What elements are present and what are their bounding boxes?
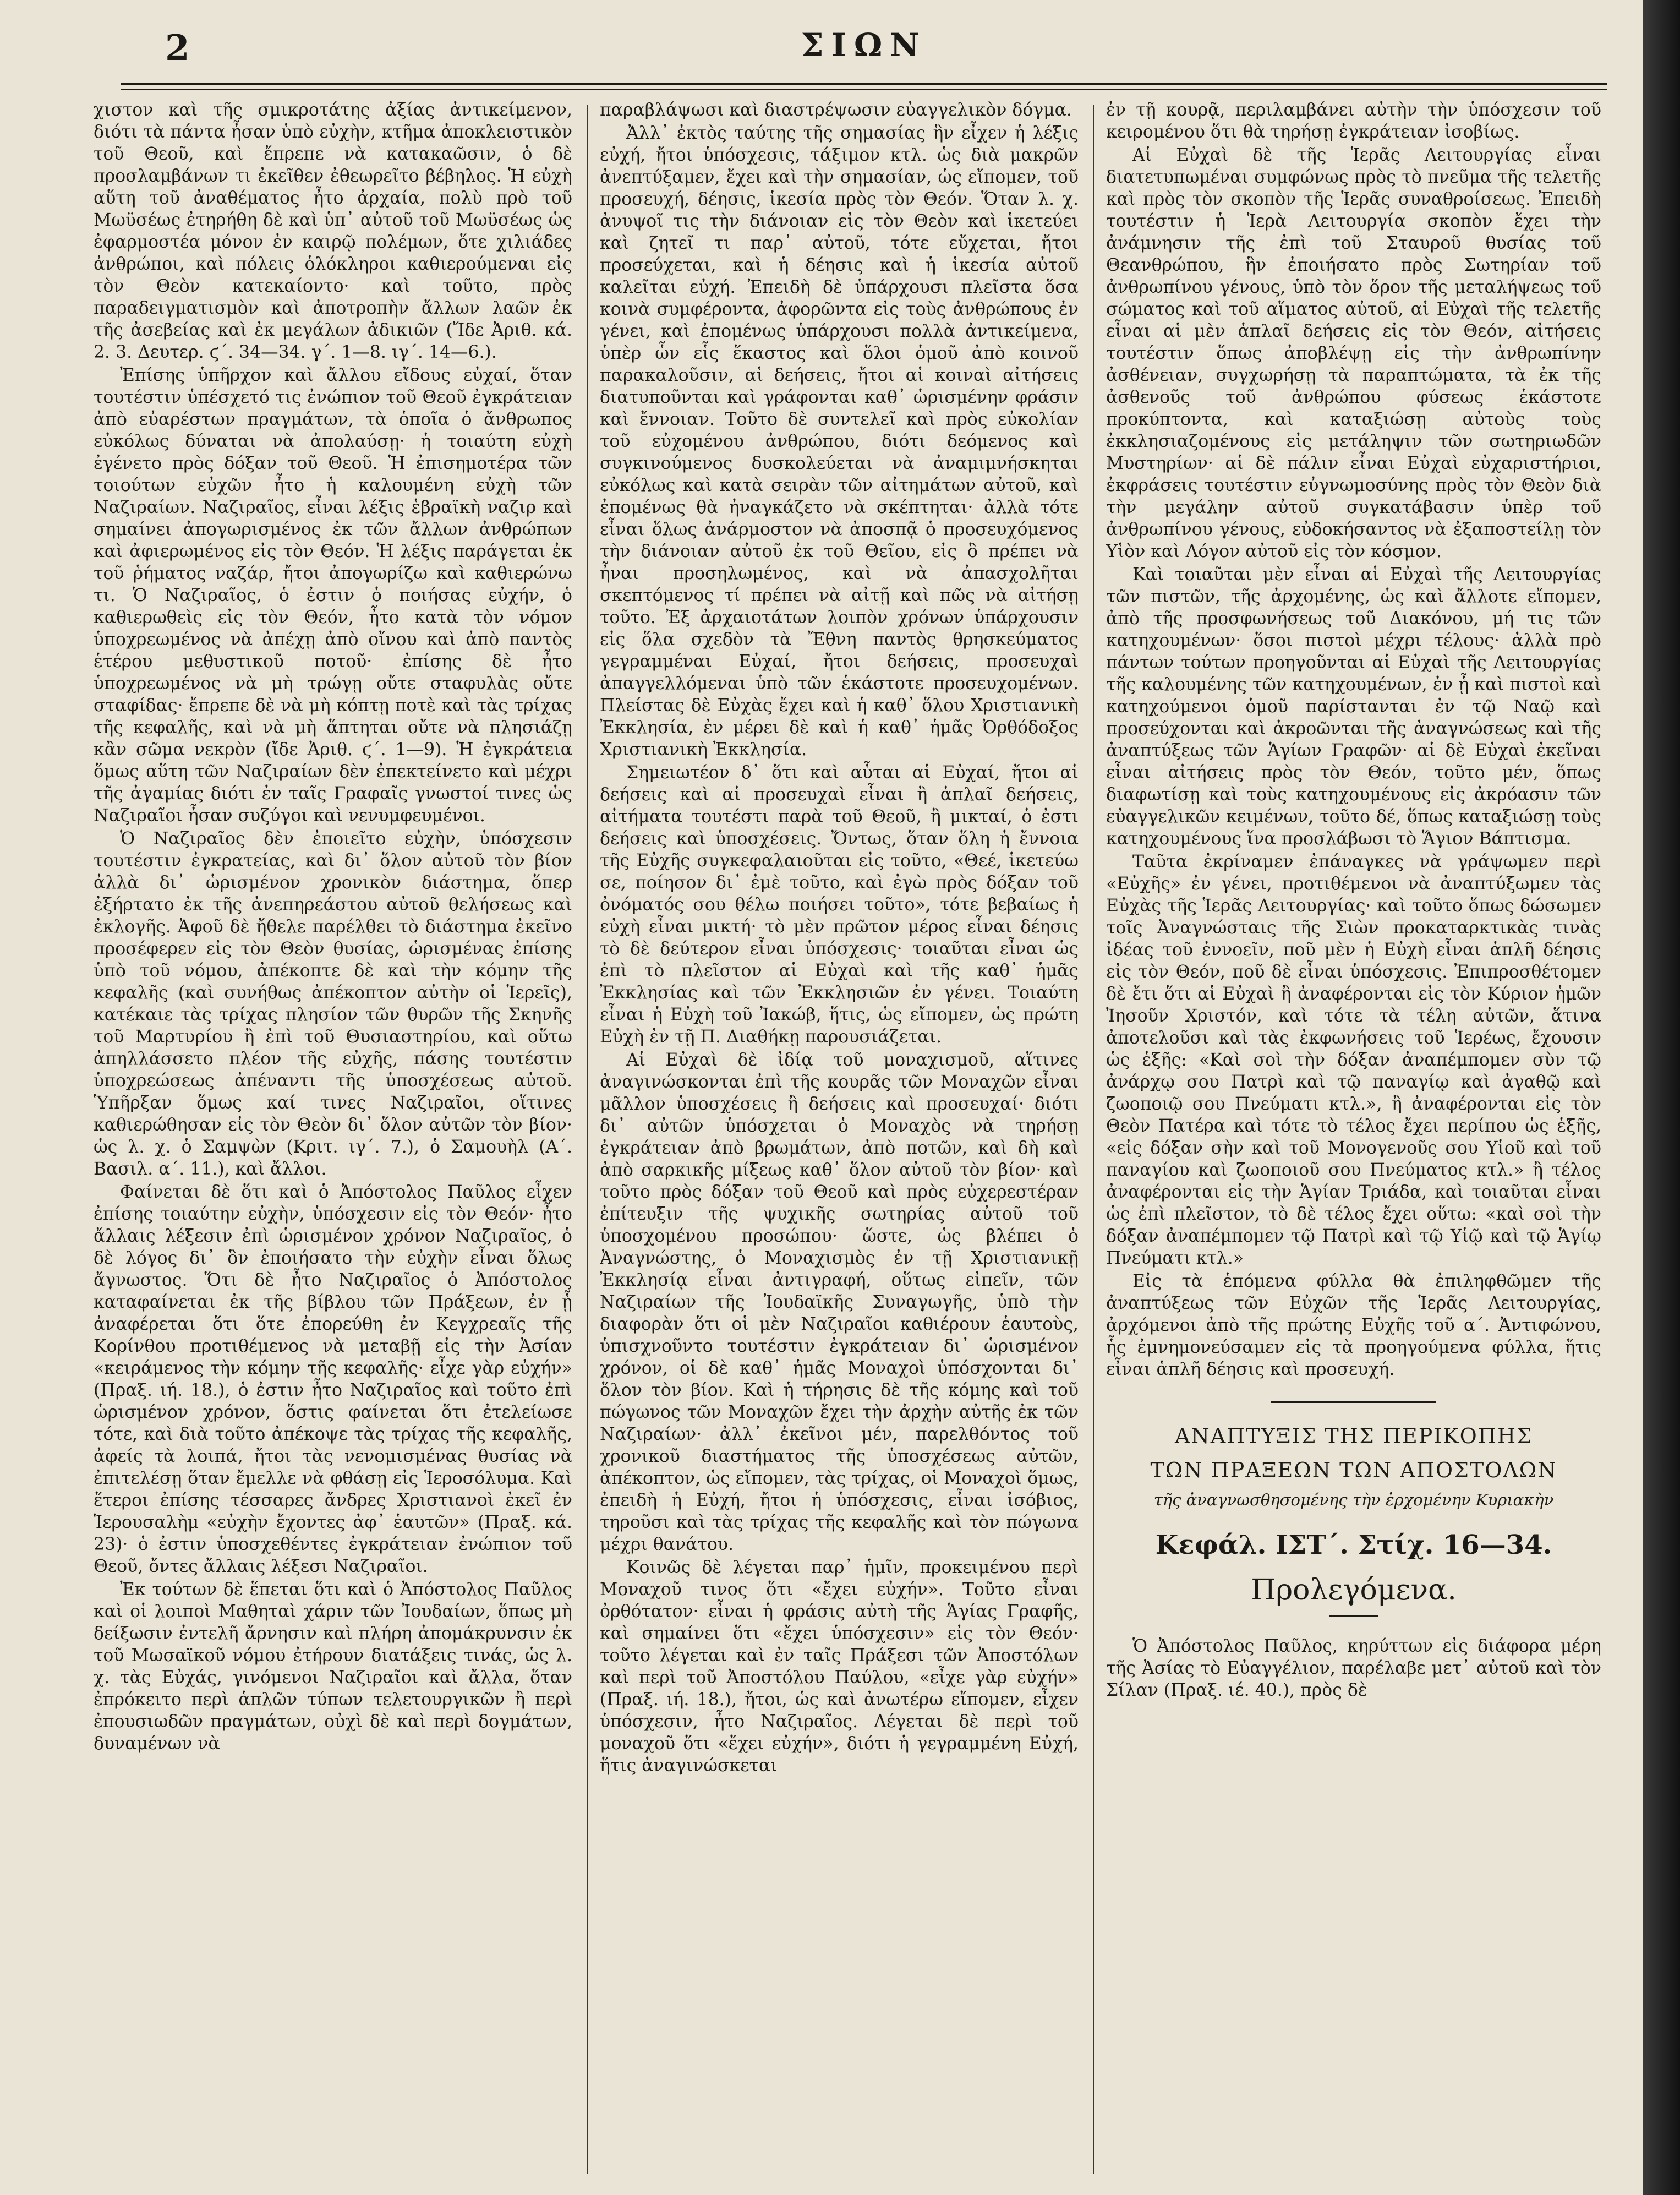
- paragraph: παραβλάψωσι καὶ διαστρέψωσιν εὐαγγελικὸν δόγμα.: [600, 100, 1072, 120]
- section-title-line1: ΑΝΑΠΤΥΞΙΣ ΤΗΣ ΠΕΡΙΚΟΠΗΣ: [1175, 1424, 1533, 1448]
- paragraph: Ἀλλ᾿ ἐκτὸς ταύτης τῆς σημασίας ἣν εἶχεν ἡ λέξις εὐχή, ἤτοι ὑπόσχεσις, τάξιμον κτλ. ὡς διὰ μακρῶν ἀνεπτύξαμεν, ἔχει καὶ τὴν σημασίαν, ὡς εἴπομεν, τοῦ προσευχή, δέησις, ἱκεσία πρὸς τὸν Θεόν. Ὅταν λ. χ. ἀνυψοῖ τις τὴν διάνοιαν εἰς τὸν Θεὸν καὶ ἱκετεύει καὶ ζητεῖ τι παρ᾿ αὐτοῦ, τότε εὔχεται, ἤτοι προσεύχεται, καὶ ἡ δέησις καὶ ἡ ἱκεσία αὐτοῦ καλεῖται εὐχή. Ἐπειδὴ δὲ ὑπάρχουσι πλεῖστα ὅσα κοινὰ συμφέροντα, ἀφορῶντα εἰς τοὺς ἀνθρώπους ἐν γένει, καὶ ἐπομένως ὑπάρχουσι πολλὰ ἀντικείμενα, ὑπὲρ ὧν εἷς ἕκαστος καὶ ὅλοι ὁμοῦ ἀπὸ κοινοῦ παρακαλοῦσιν, αἱ δεήσεις, ἤτοι αἱ κοιναὶ αἰτήσεις διατυποῦνται καὶ γράφονται καθ᾿ ὡρισμένην φράσιν καὶ ἔννοιαν. Τοῦτο δὲ συντελεῖ καὶ πρὸς εὐκολίαν τοῦ εὐχομένου ἀνθρώπου, διότι δεόμενος καὶ συγκινούμενος δυσκολεύεται νὰ ἀναμιμνήσκηται εὐκόλως καὶ κατὰ σειρὰν τῶν αἰτημάτων αὐτοῦ, καὶ ἐπομένως θὰ ἠναγκάζετο νὰ σκέπτηται· ἀλλὰ τότε εἶναι ὅλως ἀνάρμοστον νὰ ἀποσπᾷ ὁ προσευχόμενος τὴν διάνοιαν αὐτοῦ ἐκ τοῦ Θεῖου, εἰς ὃ πρέπει νὰ ἦναι προσηλωμένος, καὶ νὰ ἀπασχολῆται σκεπτόμενος τί πρέπει νὰ αἰτῇ καὶ πῶς νὰ αἰτήσῃ τοῦτο. Ἐξ ἀρχαιοτάτων λοιπὸν χρόνων ὑπάρχουσιν εἰς ὅλα σχεδὸν τὰ Ἔθνη παντὸς θρησκεύματος γεγραμμέναι Εὐχαί, ἤτοι δεήσεις, προσευχαὶ ἀπαγγελλόμεναι ὑπὸ τῶν ἑκάστοτε προσευχομένων. Πλείστας δὲ Εὐχὰς ἔχει καὶ ἡ καθ᾿ ὅλου Χριστιανικὴ Ἐκκλησία, ἐν μέρει δὲ καὶ ἡ καθ᾿ ἡμᾶς Ὀρθόδοξος Χριστιανικὴ Ἐκκλησία.: [600, 123, 1079, 760]
- prolegomena-heading: Προλεγόμενα.: [1251, 1574, 1457, 1607]
- header-rule-thin: [121, 89, 1607, 90]
- column-1: [94, 99, 572, 2180]
- column-2: [600, 99, 1079, 2180]
- column-3: [1106, 99, 1601, 2180]
- paragraph: Ἐπίσης ὑπῆρχον καὶ ἄλλου εἴδους εὐχαί, ὅταν τουτέστιν ὑπέσχετό τις ἐνώπιον τοῦ Θεοῦ ἐγκράτειαν ἀπὸ εὐαρέστων πραγμάτων, τὰ ὁποῖα ὁ ἄνθρωπος εὐκόλως δύναται νὰ ἀπολαύσῃ· ἡ τοιαύτη εὐχὴ ἐγένετο πρὸς δόξαν τοῦ Θεοῦ. Ἡ ἐπισημοτέρα τῶν τοιούτων εὐχῶν ἦτο ἡ καλουμένη εὐχὴ τῶν Ναζιραίων. Ναζιραῖος, εἶναι λέξις ἑβραϊκὴ ναζιρ καὶ σημαίνει ἀπογωρισμένος ἐκ τῶν ἄλλων ἀνθρώπων καὶ ἀφιερωμένος εἰς τὸν Θεόν. Ἡ λέξις παράγεται ἐκ τοῦ ῥήματος ναζάρ, ἤτοι ἀπογωρίζω καὶ καθιερώνω τι. Ὁ Ναζιραῖος, ὁ ἐστιν ὁ ποιήσας εὐχήν, ὁ καθιερωθεὶς εἰς τὸν Θεόν, ἦτο κατὰ τὸν νόμον ὑποχρεωμένος νὰ ἀπέχῃ ἀπὸ οἴνου καὶ ἀπὸ παντὸς ἑτέρου μεθυστικοῦ ποτοῦ· ἐπίσης δὲ ἦτο ὑποχρεωμένος νὰ μὴ τρώγῃ οὔτε σταφυλὰς οὔτε σταφίδας· ἔπρεπε δὲ νὰ μὴ κόπτῃ ποτὲ καὶ τὰς τρίχας τῆς κεφαλῆς, καὶ νὰ μὴ ἅπτηται οὔτε νὰ πλησιάζῃ κἂν σῶμα νεκρὸν (ἴδε Ἀριθ. ϛ΄. 1—9). Ἡ ἐγκράτεια ὅμως αὕτη τῶν Ναζιραίων δὲν ἐπεκτείνετο καὶ μέχρι τῆς ἀγαμίας διότι ἐν ταῖς Γραφαῖς γνωστοί τινες ὡς Ναζιραῖοι ἦσαν συζύγοι καὶ νενυμφευμένοι.: [94, 365, 572, 826]
- paragraph: Αἱ Εὐχαὶ δὲ τῆς Ἱερᾶς Λειτουργίας εἶναι διατετυπωμέναι συμφώνως πρὸς τὸ πνεῦμα τῆς τελετῆς καὶ πρὸς τὸν σκοπὸν τῆς Ἱερᾶς συναθροίσεως. Ἐπειδὴ τουτέστιν ἡ Ἱερὰ Λειτουργία σκοπὸν ἔχει τὴν ἀνάμνησιν τῆς ἐπὶ τοῦ Σταυροῦ θυσίας τοῦ Θεανθρώπου, ἣν ἐποιήσατο πρὸς Σωτηρίαν τοῦ ἀνθρωπίνου γένους, ὑπὸ τὸν ὅρον τῆς μεταλήψεως τοῦ σώματος καὶ τοῦ αἵματος αὐτοῦ, αἱ Εὐχαὶ τῆς τελετῆς εἶναι αἱ μὲν ἁπλαῖ δεήσεις εἰς τὸν Θεόν, αἰτήσεις τουτέστιν ὅπως ἀποβλέψῃ εἰς τὴν ἀνθρωπίνην ἀσθένειαν, συγχωρήσῃ τὰ παραπτώματα, τὰ ἐκ τῆς ἀσθενοῦς τοῦ ἀνθρώπου φύσεως ἑκάστοτε προκύπτοντα, καὶ καταξιώσῃ αὐτοὺς τοὺς ἐκκλησιαζομένους εἰς μετάληψιν τῶν σωτηριωδῶν Μυστηρίων· αἱ δὲ πάλιν εἶναι Εὐχαὶ εὐχαριστήριοι, ἐκφράσεις τουτέστιν εὐγνωμοσύνης πρὸς τὸν Θεὸν διὰ τὴν μεγάλην αὐτοῦ συγκατάβασιν ὑπὲρ τοῦ ἀνθρωπίνου γένους, εὐδοκήσαντος νὰ ἐξαποστείλῃ τὸν Υἱὸν καὶ Λόγον αὐτοῦ εἰς τὸν κόσμον.: [1106, 145, 1601, 561]
- paragraph: ἐν τῇ κουρᾷ, περιλαμβάνει αὐτὴν τὴν ὑπόσχεσιν τοῦ κειρομένου ὅτι θὰ τηρήσῃ ἐγκράτειαν ἰσοβίως.: [1106, 100, 1601, 142]
- paragraph: Αἱ Εὐχαὶ δὲ ἰδίᾳ τοῦ μοναχισμοῦ, αἵτινες ἀναγινώσκονται ἐπὶ τῆς κουρᾶς τῶν Μοναχῶν εἶναι μᾶλλον ὑποσχέσεις ἢ δεήσεις καὶ προσευχαί· διότι δι᾿ αὐτῶν ὑπόσχεται ὁ Μοναχὸς νὰ τηρήσῃ ἐγκράτειαν ἀπὸ βρωμάτων, ἀπὸ ποτῶν, καὶ δὴ καὶ ἀπὸ σαρκικῆς μίξεως καθ᾿ ὅλον αὐτοῦ τὸν βίον· καὶ τοῦτο πρὸς δόξαν τοῦ Θεοῦ καὶ πρὸς εὐχερεστέραν ἐπίτευξιν τῆς ψυχικῆς σωτηρίας αὐτοῦ τοῦ ὑποσχομένου προσώπου· ὥστε, ὡς βλέπει ὁ Ἀναγνώστης, ὁ Μοναχισμὸς ἐν τῇ Χριστιανικῇ Ἐκκλησίᾳ εἶναι ἀντιγραφή, οὕτως εἰπεῖν, τῶν Ναζιραίων τῆς Ἰουδαϊκῆς Συναγωγῆς, ὑπὸ τὴν διαφορὰν ὅτι οἱ μὲν Ναζιραῖοι καθιέρουν ἑαυτοὺς, ὑπισχνοῦντο τουτέστιν ἐγκράτειαν δι᾿ ὡρισμένον χρόνον, οἱ δὲ καθ᾿ ἡμᾶς Μοναχοὶ ὑπόσχονται δι᾿ ὅλον τὸν βίον. Καὶ ἡ τήρησις δὲ τῆς κόμης καὶ τοῦ πώγωνος τῶν Μοναχῶν ἔχει τὴν ἀρχὴν αὐτῆς ἐκ τῶν Ναζιραίων· ἀλλ᾿ ἐκεῖνοι μέν, παρελθόντος τοῦ χρονικοῦ διαστήματος τῆς ὑποσχέσεως αὐτῶν, ἀπέκοπτον, ὡς εἴπομεν, τὰς τρίχας, οἱ Μοναχοὶ ὅμως, ἐπειδὴ ἡ Εὐχή, ἤτοι ἡ ὑπόσχεσις, εἶναι ἰσόβιος, τηροῦσι καὶ τὰς τρίχας τῆς κεφαλῆς καὶ τὸν πώγωνα μέχρι θανάτου.: [600, 1050, 1079, 1554]
- column-divider: [1093, 105, 1094, 2174]
- paragraph: Εἰς τὰ ἑπόμενα φύλλα θὰ ἐπιληφθῶμεν τῆς ἀναπτύξεως τῶν Εὐχῶν τῆς Ἱερᾶς Λειτουργίας, ἀρχόμενοι ἀπὸ τῆς πρώτης Εὐχῆς τοῦ α΄. Ἀντιφώνου, ἧς ἐμνημονεύσαμεν εἰς τὰ προηγούμενα φύλλα, ἥτις εἶναι ἁπλῆ δέησις καὶ προσευχή.: [1106, 1271, 1601, 1379]
- article-columns: [94, 99, 1623, 2180]
- paragraph: Ταῦτα ἐκρίναμεν ἐπάναγκες νὰ γράψωμεν περὶ «Εὐχῆς» ἐν γένει, προτιθέμενοι νὰ ἀναπτύξωμεν τὰς Εὐχὰς τῆς Ἱερᾶς Λειτουργίας· καὶ τοῦτο ὅπως δώσωμεν τοῖς Ἀναγνώσταις τῆς Σιὼν προκαταρκτικὰς τινὰς ἰδέας τοῦ ἐννοεῖν, ποῦ μὲν ἡ Εὐχὴ εἶναι ἁπλῆ δέησις εἰς τὸν Θεόν, ποῦ δὲ εἶναι ὑπόσχεσις. Ἐπιπροσθέτομεν δὲ ἔτι ὅτι αἱ Εὐχαὶ ἢ ἀναφέρονται εἰς τὸν Κύριον ἡμῶν Ἰησοῦν Χριστόν, καὶ τότε τὰ τέλη αὐτῶν, ἅτινα ἀποτελοῦσι καὶ τὰς ἐκφωνήσεις τοῦ Ἱερέως, ἔχουσιν ὡς ἑξῆς: «Καὶ σοὶ τὴν δόξαν ἀναπέμπομεν σὺν τῷ ἀνάρχῳ σου Πατρὶ καὶ τῷ παναγίῳ καὶ ἀγαθῷ καὶ ζωοποιῷ σου Πνεύματι κτλ.», ἢ ἀναφέρονται εἰς τὸν Θεὸν Πατέρα καὶ τότε τὸ τέλος ἔχει περίπου ὡς ἑξῆς, «εἰς δόξαν σὴν καὶ τοῦ Μονογενοῦς σου Υἱοῦ καὶ τοῦ παναγίου καὶ ζωοποιοῦ σου Πνεύματος κτλ.» ἢ τέλος ἀναφέρονται εἰς τὴν Ἁγίαν Τριάδα, καὶ τοιαῦται εἶναι ὡς ἐπὶ πλεῖστον, τὸ δὲ τέλος ἔχει οὕτω: «καὶ σοὶ τὴν δόξαν ἀναπέμπομεν τῷ Πατρὶ καὶ τῷ Υἱῷ καὶ τῷ Ἁγίῳ Πνεύματι κτλ.»: [1106, 852, 1601, 1268]
- column-divider: [587, 105, 588, 2174]
- paragraph: Σημειωτέον δ᾿ ὅτι καὶ αὗται αἱ Εὐχαί, ἤτοι αἱ δεήσεις καὶ αἱ προσευχαὶ εἶναι ἢ ἁπλαῖ δεήσεις, αἰτήματα τουτέστι παρὰ τοῦ Θεοῦ, ἢ μικταί, ὁ ἐστι δεήσεις καὶ ὑποσχέσεις. Ὄντως, ὅταν ὅλη ἡ ἔννοια τῆς Εὐχῆς συγκεφαλαιοῦται εἰς τοῦτο, «Θεέ, ἱκετεύω σε, ποίησον δι᾿ ἐμὲ τοῦτο, καὶ ἐγὼ πρὸς δόξαν τοῦ ὀνόματός σου θέλω ποιήσει τοῦτο», τότε βεβαίως ἡ εὐχὴ εἶναι μικτή· τὸ μὲν πρῶτον μέρος εἶναι δέησις τὸ δὲ δεύτερον εἶναι ὑπόσχεσις· τοιαῦται εἶναι ὡς ἐπὶ τὸ πλεῖστον αἱ Εὐχαὶ καὶ τῆς καθ᾿ ἡμᾶς Ἐκκλησίας καὶ τῶν Ἐκκλησιῶν ἐν γένει. Τοιαύτη εἶναι ἡ Εὐχὴ τοῦ Ἰακώβ, ἥτις, ὡς εἴπομεν, ὡς πρώτη Εὐχὴ ἐν τῇ Π. Διαθήκῃ παρουσιάζεται.: [600, 763, 1079, 1047]
- paragraph: Κοινῶς δὲ λέγεται παρ᾿ ἡμῖν, προκειμένου περὶ Μοναχοῦ τινος ὅτι «ἔχει εὐχήν». Τοῦτο εἶναι ὀρθότατον· εἶναι ἡ φράσις αὐτὴ τῆς Ἁγίας Γραφῆς, καὶ σημαίνει ὅτι «ἔχει ὑπόσχεσιν» εἰς τὸν Θεόν· τοῦτο λέγεται καὶ ἐν ταῖς Πράξεσι τῶν Ἀποστόλων καὶ περὶ τοῦ Ἀποστόλου Παύλου, «εἶχε γὰρ εὐχήν» (Πραξ. ιή. 18.), ἤτοι, ὡς καὶ ἀνωτέρω εἴπομεν, εἶχεν ὑπόσχεσιν, ἦτο Ναζιραῖος. Λέγεται δὲ περὶ τοῦ μοναχοῦ ὅτι «ἔχει εὐχήν», διότι ἡ γεγραμμένη Εὐχή, ἥτις ἀναγινώσκεται: [600, 1558, 1079, 1776]
- page-edge-shadow: [1643, 0, 1680, 2195]
- paragraph: Ὁ Ναζιραῖος δὲν ἐποιεῖτο εὐχὴν, ὑπόσχεσιν τουτέστιν ἐγκρατείας, καὶ δι᾿ ὅλον αὐτοῦ τὸν βίον ἀλλὰ δι᾿ ὡρισμένον χρονικὸν διάστημα, ὅπερ ἐξήρτατο ἐκ τῆς ἀνεπηρεάστου αὐτοῦ θελήσεως καὶ ἐκλογῆς. Ἀφοῦ δὲ ἤθελε παρέλθει τὸ διάστημα ἐκεῖνο προσέφερεν εἰς τὸν Θεὸν θυσίας, ὡρισμένας ἐπίσης ὑπὸ τοῦ νόμου, ἀπέκοπτε δὲ καὶ τὴν κόμην τῆς κεφαλῆς (καὶ συνήθως ἀπέκοπτον αὐτὴν οἱ Ἱερεῖς), κατέκαιε τὰς τρίχας πλησίον τῶν θυρῶν τῆς Σκηνῆς τοῦ Μαρτυρίου ἢ ἐπὶ τοῦ Θυσιαστηρίου, καὶ οὕτω ἀπηλλάσσετο πλέον τῆς εὐχῆς, πάσης τουτέστιν ὑποχρεώσεως ἀπέναντι τῆς ὑποσχέσεως αὐτοῦ. Ὑπῆρξαν ὅμως καί τινες Ναζιραῖοι, οἵτινες καθιερώθησαν εἰς τὸν Θεὸν δι᾿ ὅλον αὐτῶν τὸν βίον· ὡς λ. χ. ὁ Σαμψὼν (Κριτ. ιγ΄. 7.), ὁ Σαμουὴλ (Α΄. Βασιλ. α΄. 11.), καὶ ἄλλοι.: [94, 829, 572, 1179]
- short-rule: [1329, 1615, 1378, 1617]
- masthead: [121, 22, 1607, 88]
- paragraph: χιστον καὶ τῆς σμικροτάτης ἀξίας ἀντικείμενον, διότι τὰ πάντα ἦσαν ὑπὸ εὐχὴν, κτῆμα ἀποκλειστικὸν τοῦ Θεοῦ, καὶ ἔπρεπε νὰ κατακαῶσιν, ὁ δὲ προσλαμβάνων τι ἐκεῖθεν ἐθεωρεῖτο βέβηλος. Ἡ εὐχὴ αὕτη τοῦ ἀναθέματος ἦτο ἀρχαία, πολὺ πρὸ τοῦ Μωϋσέως ἐτηρήθη δὲ καὶ ὑπ᾿ αὐτοῦ τοῦ Μωϋσέως ὡς ἐφαρμοστέα μόνον ἐν καιρῷ πολέμων, ὅτε χιλιάδες ἀνθρώποι, καὶ πόλεις ὁλόκληροι καθιερούμεναι εἰς τὸν Θεὸν κατεκαίοντο· καὶ τοῦτο, πρὸς παραδειγματισμὸν καὶ ἀποτροπὴν ἄλλων λαῶν ἐκ τῆς ἀσεβείας καὶ ἐκ μεγάλων ἀδικιῶν (Ἴδε Ἀριθ. κά. 2. 3. Δευτερ. ϛ΄. 34—34. γ΄. 1—8. ιγ΄. 14—6.).: [94, 100, 572, 362]
- paragraph: Ἐκ τούτων δὲ ἕπεται ὅτι καὶ ὁ Ἀπόστολος Παῦλος καὶ οἱ λοιποὶ Μαθηταὶ χάριν τῶν Ἰουδαίων, ὅπως μὴ δείξωσιν ἐντελῆ ἄρνησιν καὶ πλήρη ἀπομάκρυνσιν ἐκ τοῦ Μωσαϊκοῦ νόμου ἐτήρουν διατάξεις τινάς, ὡς λ. χ. τὰς Εὐχάς, γινόμενοι Ναζιραῖοι καὶ ἄλλα, ὅταν ἐπρόκειτο περὶ ἁπλῶν τύπων τελετουργικῶν ἢ περὶ ἐπουσιωδῶν πραγμάτων, οὐχὶ δὲ καὶ περὶ δογμάτων, δυναμένων νὰ: [94, 1580, 572, 1754]
- section-subtitle: τῆς ἀναγνωσθησομένης τὴν ἐρχομένην Κυριακὴν: [1153, 1490, 1554, 1509]
- page-number: 2: [165, 28, 190, 69]
- paragraph: Φαίνεται δὲ ὅτι καὶ ὁ Ἀπόστολος Παῦλος εἶχεν ἐπίσης τοιαύτην εὐχὴν, ὑπόσχεσιν εἰς τὸν Θεόν· ἦτο ἄλλαις λέξεσιν ἐπὶ ὡρισμένον χρόνον Ναζιραῖος, ὁ δὲ λόγος δι᾿ ὃν ἐποιήσατο τὴν εὐχὴν εἶναι ὅλως ἄγνωστος. Ὅτι δὲ ἦτο Ναζιραῖος ὁ Ἀπόστολος καταφαίνεται ἐκ τῆς βίβλου τῶν Πράξεων, ἐν ᾗ ἀναφέρεται ὅτι ὅτε ἐπορεύθη ἐν Κεγχρεαῖς τῆς Κορίνθου προτιθέμενος νὰ μεταβῇ εἰς τὴν Ἀσίαν «κειράμενος τὴν κόμην τῆς κεφαλῆς· εἶχε γὰρ εὐχήν» (Πραξ. ιή. 18.), ὁ ἐστιν ἦτο Ναζιραῖος καὶ τοῦτο ἐπὶ ὡρισμένον χρόνον, ὅστις φαίνεται ὅτι ἐτελείωσε τότε, καὶ διὰ τοῦτο ἀπέκοψε τὰς τρίχας τῆς κεφαλῆς, ἀφείς τὰ λοιπά, ἤτοι τὰς νενομισμένας θυσίας νὰ ἐπιτελέσῃ ὅταν ἔμελλε νὰ φθάσῃ εἰς Ἱεροσόλυμα. Καὶ ἕτεροι ἐπίσης τέσσαρες ἄνδρες Χριστιανοὶ ἐκεῖ ἐν Ἱερουσαλὴμ «εὐχὴν ἔχοντες ἀφ᾿ ἑαυτῶν» (Πραξ. κά. 23)· ὁ ἐστιν ὑποσχεθέντες ἐγκράτειαν ἐνώπιον τοῦ Θεοῦ, ὄντες ἄλλαις λέξεσι Ναζιραῖοι.: [94, 1182, 572, 1576]
- paragraph: Καὶ τοιαῦται μὲν εἶναι αἱ Εὐχαὶ τῆς Λειτουργίας τῶν πιστῶν, τῆς ἀρχομένης, ὡς καὶ ἄλλοτε εἴπομεν, ἀπὸ τῆς προσφωνήσεως τοῦ Διακόνου, μή τις τῶν κατηχουμένων· ὅσοι πιστοὶ μέχρι τέλους· ἀλλὰ πρὸ πάντων τούτων προηγοῦνται αἱ Εὐχαὶ τῆς Λειτουργίας τῆς καλουμένης τῶν κατηχουμένων, ἐν ᾗ καὶ πιστοὶ καὶ κατηχούμενοι ὁμοῦ παρίστανται ἐν τῷ Ναῷ καὶ προσεύχονται καὶ ἀκροῶνται τῆς ἀναγνώσεως καὶ τῆς ἀναπτύξεως τῶν Ἁγίων Γραφῶν· αἱ δὲ Εὐχαὶ ἐκεῖναι εἶναι αἰτήσεις πρὸς τὸν Θεόν, τοῦτο μέν, ὅπως διαφωτίσῃ καὶ τοὺς κατηχουμένους εἰς ἀκρόασιν τῶν εὐαγγελικῶν κειμένων, τοῦτο δέ, ὅπως καταξιώσῃ τοὺς κατηχουμένους ἵνα προσλάβωσι τὸ Ἅγιον Βάπτισμα.: [1106, 565, 1601, 849]
- paragraph: Ὁ Ἀπόστολος Παῦλος, κηρύττων εἰς διάφορα μέρη τῆς Ἀσίας τὸ Εὐαγγέλιον, παρέλαβε μετ᾿ αὐτοῦ καὶ τὸν Σίλαν (Πραξ. ιέ. 40.), πρὸς δὲ: [1106, 1636, 1601, 1700]
- chapter-reference: Κεφάλ. ΙΣΤ΄. Στίχ. 16—34.: [1155, 1530, 1552, 1560]
- newspaper-title: ΣΙΩΝ: [801, 26, 927, 64]
- section-divider: [1271, 1401, 1436, 1403]
- header-rule: [121, 83, 1607, 85]
- section-title-line2: ΤΩΝ ΠΡΑΞΕΩΝ ΤΩΝ ΑΠΟΣΤΟΛΩΝ: [1150, 1458, 1557, 1482]
